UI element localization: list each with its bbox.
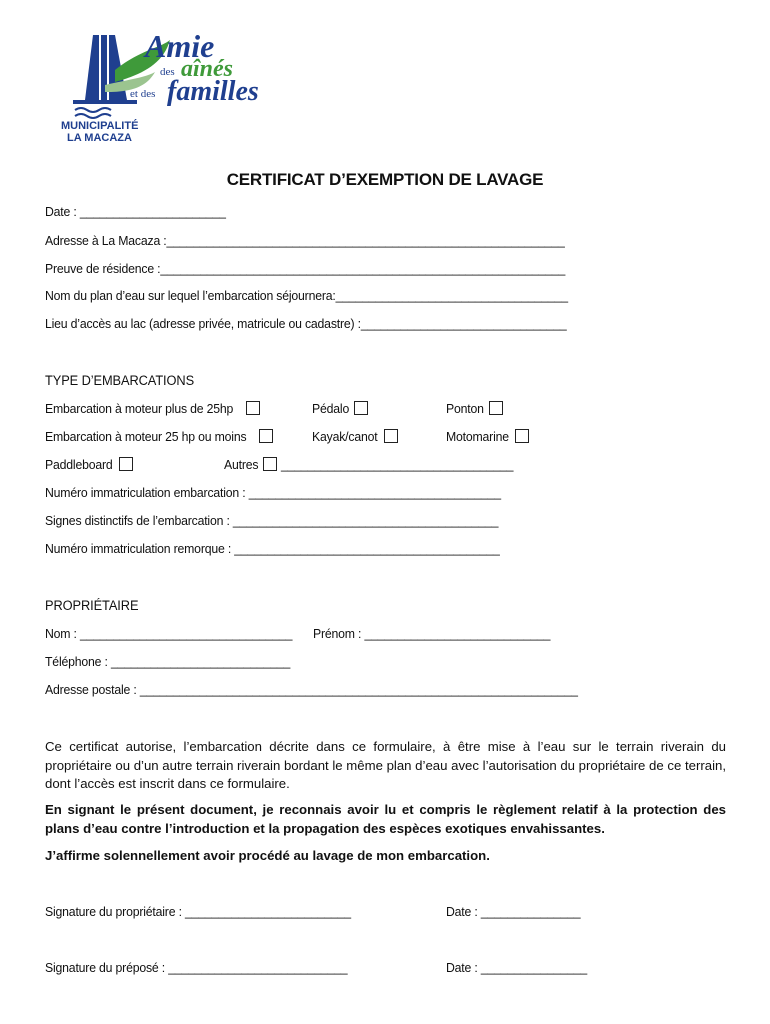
municipal-logo (45, 28, 259, 145)
option-pedalo-label: Pédalo (312, 401, 350, 416)
proprietaire-heading: PROPRIÉTAIRE (45, 598, 139, 613)
logo-municipalite: MUNICIPALITÉ (61, 120, 139, 132)
option-autres-label: Autres (224, 457, 259, 472)
option-moteur-moins-25-checkbox[interactable] (259, 429, 273, 443)
date-prepose-field[interactable]: Date : ________________ (446, 960, 587, 975)
date-field[interactable]: Date : ______________________ (45, 204, 226, 219)
immatriculation-remorque-field[interactable]: Numéro immatriculation remorque : ________________________________________ (45, 541, 500, 556)
acknowledgement-paragraph: En signant le présent document, je reconnais avoir lu et compris le règlement relatif à la protection des plans d’eau contre l’introduction et la propagation des espèces exotiques envahissantes. (45, 802, 726, 836)
logo-word-familles: familles (167, 76, 259, 107)
option-motomarine-label: Motomarine (446, 429, 509, 444)
option-moteur-moins-25-label: Embarcation à moteur 25 hp ou moins (45, 429, 247, 444)
authorization-paragraph: Ce certificat autorise, l’embarcation décrite dans ce formulaire, à être mise à l’eau sur le terrain riverain du propriétaire ou d’un autre terrain riverain bordant le même plan d’eau avec l’autorisation du propriétaire de ce terrain, dont l’accès est inscrit dans ce formulaire. (45, 739, 727, 791)
plan-eau-field[interactable]: Nom du plan d’eau sur lequel l’embarcation séjournera:___________________________________ (45, 288, 568, 303)
option-moteur-plus-25-checkbox[interactable] (246, 401, 260, 415)
prenom-field[interactable]: Prénom : ____________________________ (313, 626, 551, 641)
nom-field[interactable]: Nom : ________________________________ (45, 626, 293, 641)
option-paddleboard-label: Paddleboard (45, 457, 113, 472)
preuve-residence-field[interactable]: Preuve de résidence :_____________________________________________________________ (45, 261, 566, 276)
affirmation-paragraph: J’affirme solennellement avoir procédé au lavage de mon embarcation. (45, 848, 490, 863)
option-autres-checkbox[interactable] (263, 457, 277, 471)
date-proprietaire-field[interactable]: Date : _______________ (446, 904, 581, 919)
option-moteur-plus-25-label: Embarcation à moteur plus de 25hp (45, 401, 234, 416)
adresse-field[interactable]: Adresse à La Macaza :____________________________________________________________ (45, 233, 565, 248)
option-ponton-checkbox[interactable] (489, 401, 503, 415)
logo-la-macaza: LA MACAZA (67, 132, 132, 144)
type-embarcations-heading: TYPE D’EMBARCATIONS (45, 373, 195, 388)
option-pedalo-checkbox[interactable] (354, 401, 368, 415)
adresse-postale-field[interactable]: Adresse postale : __________________________________________________________________ (45, 682, 578, 697)
telephone-field[interactable]: Téléphone : ___________________________ (45, 654, 291, 669)
option-motomarine-checkbox[interactable] (515, 429, 529, 443)
logo-word-etdes: et des (130, 88, 156, 100)
logo-word-aines: aînés (181, 56, 234, 82)
logo-word-amie: Amie (145, 28, 215, 64)
option-ponton-label: Ponton (446, 401, 484, 416)
signature-prepose-field[interactable]: Signature du préposé : ___________________________ (45, 960, 348, 975)
option-kayak-checkbox[interactable] (384, 429, 398, 443)
signature-proprietaire-field[interactable]: Signature du propriétaire : _________________________ (45, 904, 351, 919)
option-kayak-label: Kayak/canot (312, 429, 378, 444)
immatriculation-embarcation-field[interactable]: Numéro immatriculation embarcation : ______________________________________ (45, 485, 501, 500)
logo-word-des: des (160, 66, 175, 78)
option-paddleboard-checkbox[interactable] (119, 457, 133, 471)
page-title: CERTIFICAT D’EXEMPTION DE LAVAGE (226, 170, 544, 189)
lieu-acces-field[interactable]: Lieu d’accès au lac (adresse privée, matricule ou cadastre) :_______________________________ (45, 316, 567, 331)
autres-field[interactable]: ___________________________________ (281, 457, 514, 472)
signes-distinctifs-field[interactable]: Signes distinctifs de l’embarcation : ________________________________________ (45, 513, 499, 528)
